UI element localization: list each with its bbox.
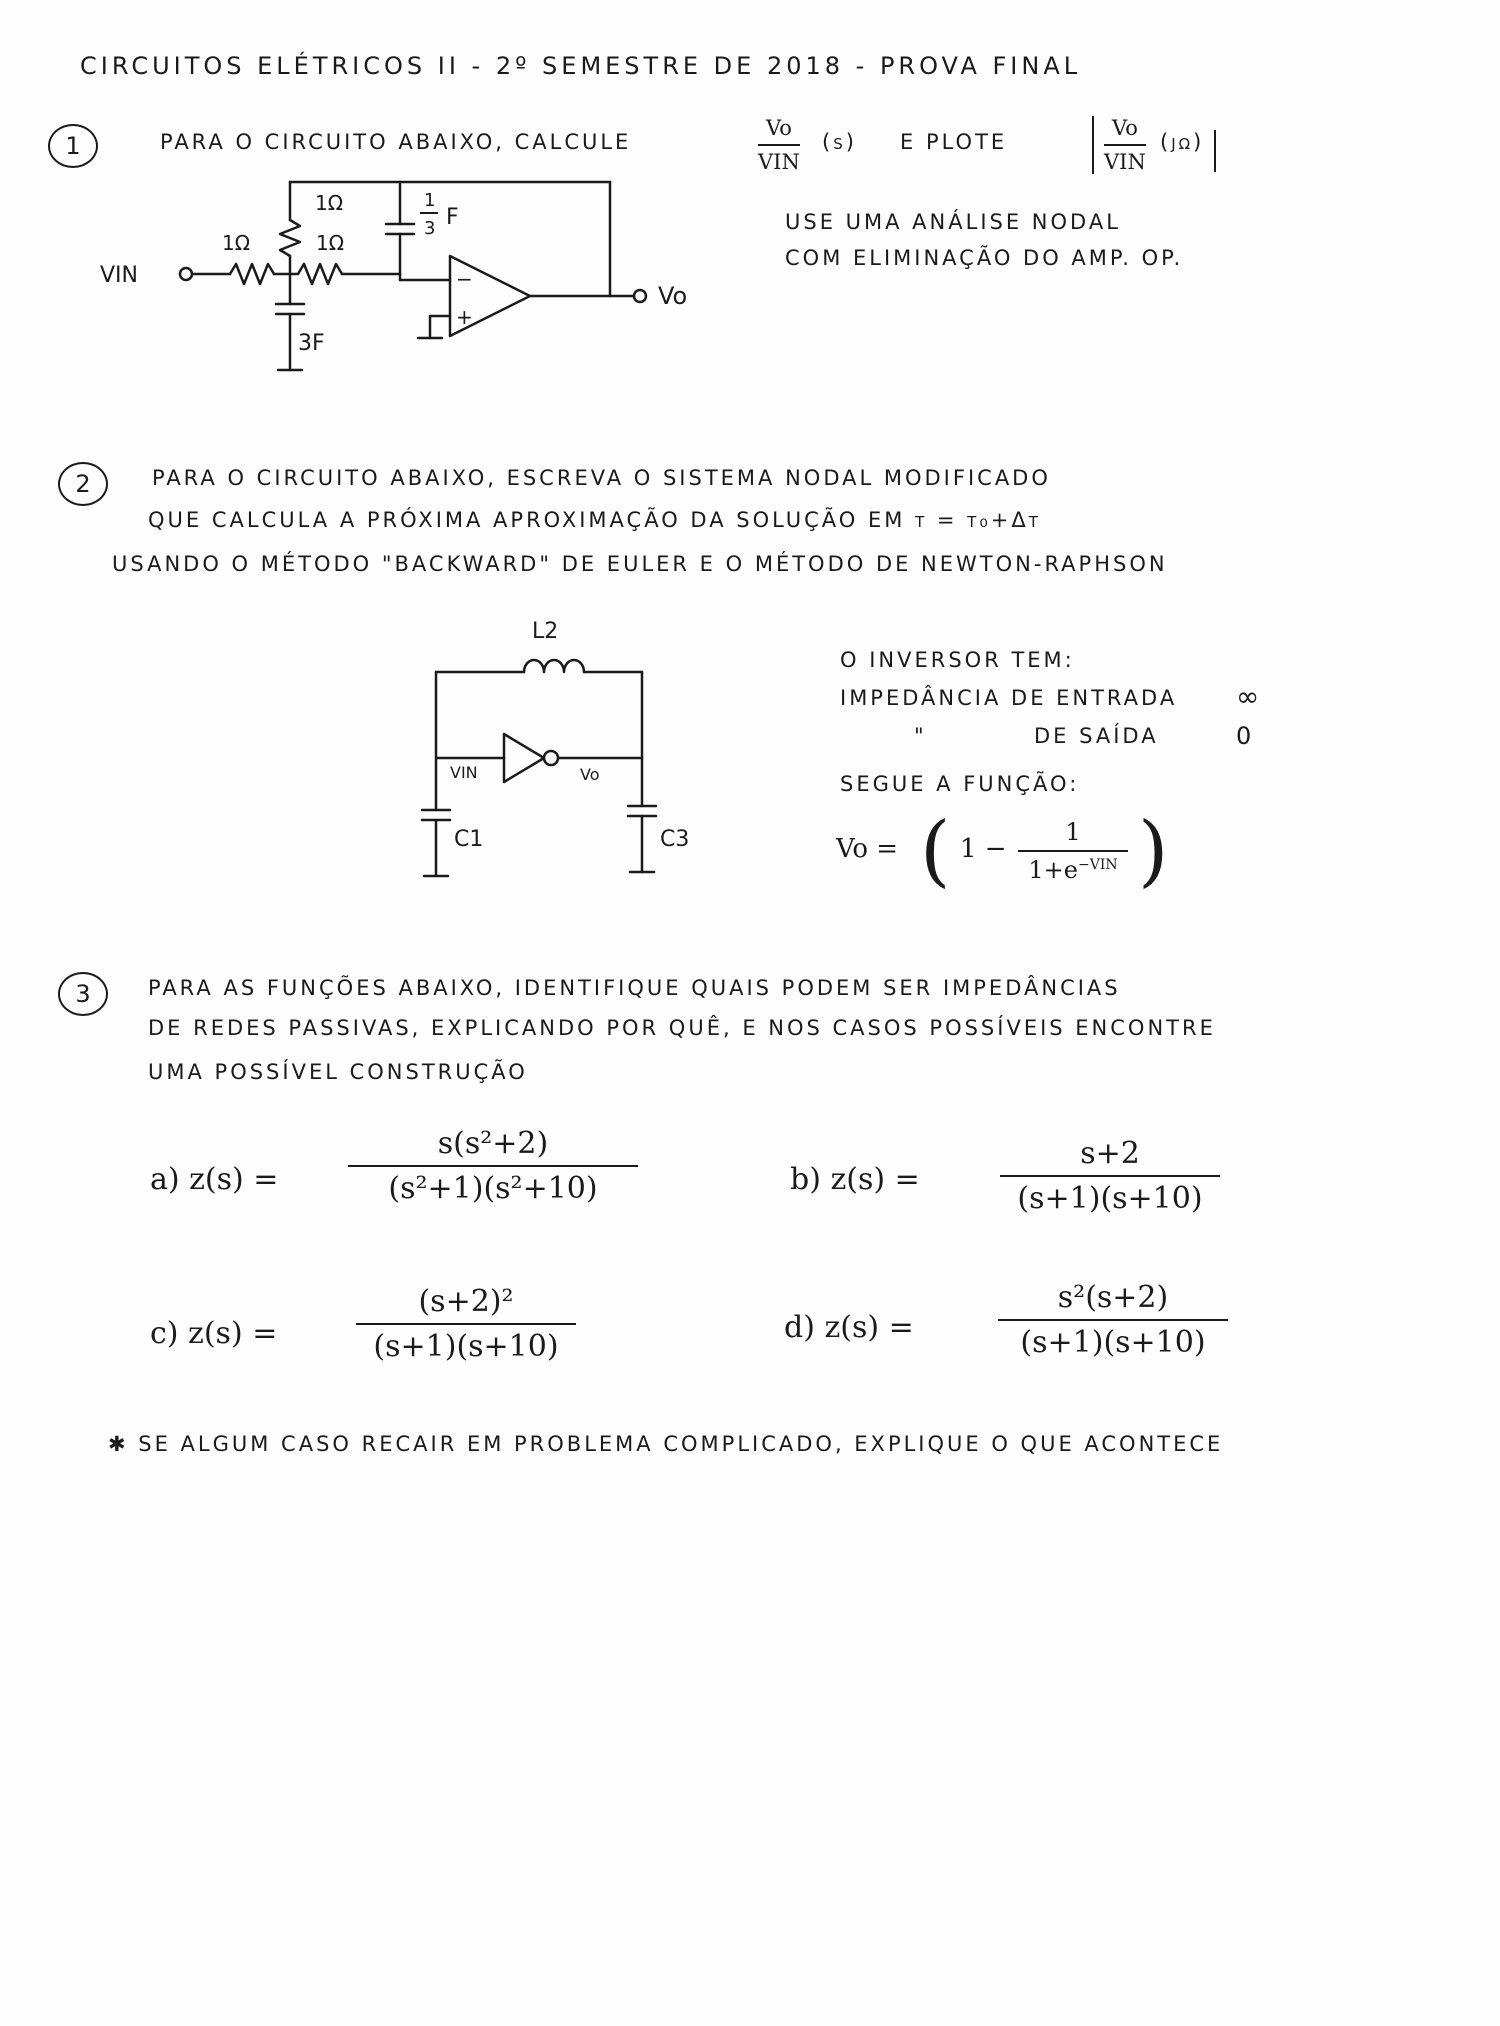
r3-label: 1Ω bbox=[315, 191, 344, 215]
resistor-r3 bbox=[280, 220, 300, 256]
vin-label: VIN bbox=[100, 263, 138, 288]
q1-note-line-1: USE UMA ANÁLISE NODAL bbox=[785, 210, 1121, 234]
c1-unit: F bbox=[446, 205, 459, 230]
input-impedance-value: ∞ bbox=[1236, 680, 1263, 713]
inverter-eq-close-paren: ) bbox=[1138, 806, 1169, 896]
r1-label: 1Ω bbox=[222, 231, 251, 255]
q3-d-label: d) z(s) = bbox=[784, 1310, 914, 1345]
inverter-eq-lhs: Vo = bbox=[836, 834, 899, 864]
fraction-bar bbox=[1018, 850, 1128, 852]
inverter-eq-one-minus: 1 − bbox=[960, 834, 1007, 864]
inductor-l2 bbox=[524, 660, 584, 672]
q1-magnitude-argument: (jω) bbox=[1160, 130, 1216, 172]
c1-denominator: 3 bbox=[424, 218, 436, 239]
inverter-spec-heading: O INVERSOR TEM: bbox=[840, 648, 1075, 672]
output-impedance-value: 0 bbox=[1236, 722, 1255, 750]
q1-plot-instruction: E PLOTE bbox=[900, 130, 1008, 154]
r2-label: 1Ω bbox=[316, 231, 345, 255]
inverter-eq-numerator: 1 bbox=[1065, 818, 1081, 846]
q1-magnitude-fraction bbox=[1092, 116, 1146, 174]
q3-a-fraction bbox=[348, 1126, 638, 1206]
inverter-symbol bbox=[504, 734, 544, 782]
q3-footnote: ✱ SE ALGUM CASO RECAIR EM PROBLEMA COMPLICADO, EXPLIQUE O QUE ACONTECE bbox=[108, 1432, 1224, 1456]
q3-instruction-line-2: DE REDES PASSIVAS, EXPLICANDO POR QUÊ, E NOS CASOS POSSÍVEIS ENCONTRE bbox=[148, 1016, 1216, 1040]
inverter-function-heading: SEGUE A FUNÇÃO: bbox=[840, 772, 1080, 796]
fraction-bar bbox=[1000, 1175, 1220, 1177]
q1-tf-denominator: VIN bbox=[758, 150, 800, 174]
q3-d-numerator: s²(s+2) bbox=[1057, 1280, 1169, 1315]
q2-instruction-line-2: QUE CALCULA A PRÓXIMA APROXIMAÇÃO DA SOLUÇÃO EM t = t₀+Δt bbox=[148, 508, 1041, 532]
q3-c-label: c) z(s) = bbox=[150, 1316, 278, 1351]
c2-label: 3F bbox=[298, 331, 325, 356]
c1-label: C1 bbox=[454, 827, 484, 852]
fraction-bar bbox=[356, 1323, 576, 1325]
q1-instruction: PARA O CIRCUITO ABAIXO, CALCULE bbox=[160, 130, 632, 154]
q1-transfer-fraction bbox=[758, 116, 800, 174]
inverter-eq-fraction bbox=[1018, 818, 1128, 884]
inverter-input-impedance: IMPEDÂNCIA DE ENTRADA bbox=[840, 686, 1178, 710]
q1-tf-numerator: Vo bbox=[765, 116, 792, 140]
q3-c-denominator: (s+1)(s+10) bbox=[373, 1329, 559, 1364]
inverter-bubble bbox=[544, 751, 558, 765]
q3-instruction-line-1: PARA AS FUNÇÕES ABAIXO, IDENTIFIQUE QUAIS PODEM SER IMPEDÂNCIAS bbox=[148, 976, 1121, 1000]
vo-terminal bbox=[634, 290, 646, 302]
fraction-bar bbox=[998, 1319, 1228, 1321]
q1-tf-argument: (s) bbox=[822, 130, 857, 154]
q3-b-fraction bbox=[1000, 1136, 1220, 1216]
q3-b-label: b) z(s) = bbox=[790, 1162, 920, 1197]
q1-note-line-2: COM ELIMINAÇÃO DO AMP. OP. bbox=[785, 246, 1184, 270]
inverter-vin-label: VIN bbox=[450, 763, 478, 782]
opamp-plus-sign: + bbox=[456, 305, 473, 329]
resistor-r2 bbox=[290, 264, 342, 284]
inverter-eq-denominator bbox=[1018, 856, 1128, 884]
fraction-bar bbox=[758, 144, 800, 146]
question-3-number: 3 bbox=[58, 972, 108, 1016]
inverter-eq-open-paren: ( bbox=[920, 806, 951, 896]
inverter-eq-denominator-base: 1+e bbox=[1028, 856, 1078, 884]
inverter-vo-label: Vo bbox=[580, 765, 600, 784]
opamp-minus-sign: − bbox=[456, 267, 473, 291]
q3-a-numerator: s(s²+2) bbox=[437, 1126, 549, 1161]
q2-inverter-circuit bbox=[420, 610, 740, 890]
q2-instruction-line-3: USANDO O MÉTODO "BACKWARD" DE EULER E O MÉTODO DE NEWTON-RAPHSON bbox=[112, 552, 1168, 576]
q2-instruction-line-1: PARA O CIRCUITO ABAIXO, ESCREVA O SISTEMA NODAL MODIFICADO bbox=[152, 466, 1051, 490]
c1-numerator: 1 bbox=[424, 190, 436, 211]
question-2-number: 2 bbox=[58, 462, 108, 506]
ditto-mark: " bbox=[914, 724, 927, 748]
vin-terminal bbox=[180, 268, 192, 280]
q1-mag-numerator: Vo bbox=[1111, 116, 1138, 140]
q3-d-fraction bbox=[998, 1280, 1228, 1360]
question-1-number: 1 bbox=[48, 124, 98, 168]
q1-opamp-circuit bbox=[90, 170, 750, 390]
inverter-output-impedance: DE SAÍDA bbox=[1034, 724, 1159, 748]
q3-c-fraction bbox=[356, 1284, 576, 1364]
q3-b-numerator: s+2 bbox=[1080, 1136, 1140, 1171]
l2-label: L2 bbox=[532, 619, 559, 644]
fraction-bar bbox=[348, 1165, 638, 1167]
q3-a-label: a) z(s) = bbox=[150, 1162, 279, 1197]
q1-mag-denominator: VIN bbox=[1104, 150, 1146, 174]
inverter-eq-exponent: −VIN bbox=[1077, 857, 1118, 873]
q3-a-denominator: (s²+1)(s²+10) bbox=[388, 1171, 598, 1206]
q3-c-numerator: (s+2)² bbox=[418, 1284, 514, 1319]
q3-d-denominator: (s+1)(s+10) bbox=[1020, 1325, 1206, 1360]
q3-instruction-line-3: UMA POSSÍVEL CONSTRUÇÃO bbox=[148, 1060, 528, 1084]
vo-label: Vo bbox=[658, 282, 688, 310]
c3-label: C3 bbox=[660, 827, 690, 852]
exam-title: CIRCUITOS ELÉTRICOS II - 2º SEMESTRE DE 2018 - PROVA FINAL bbox=[80, 52, 1082, 80]
q3-b-denominator: (s+1)(s+10) bbox=[1017, 1181, 1203, 1216]
resistor-r1 bbox=[230, 264, 274, 284]
fraction-bar bbox=[1104, 144, 1146, 146]
